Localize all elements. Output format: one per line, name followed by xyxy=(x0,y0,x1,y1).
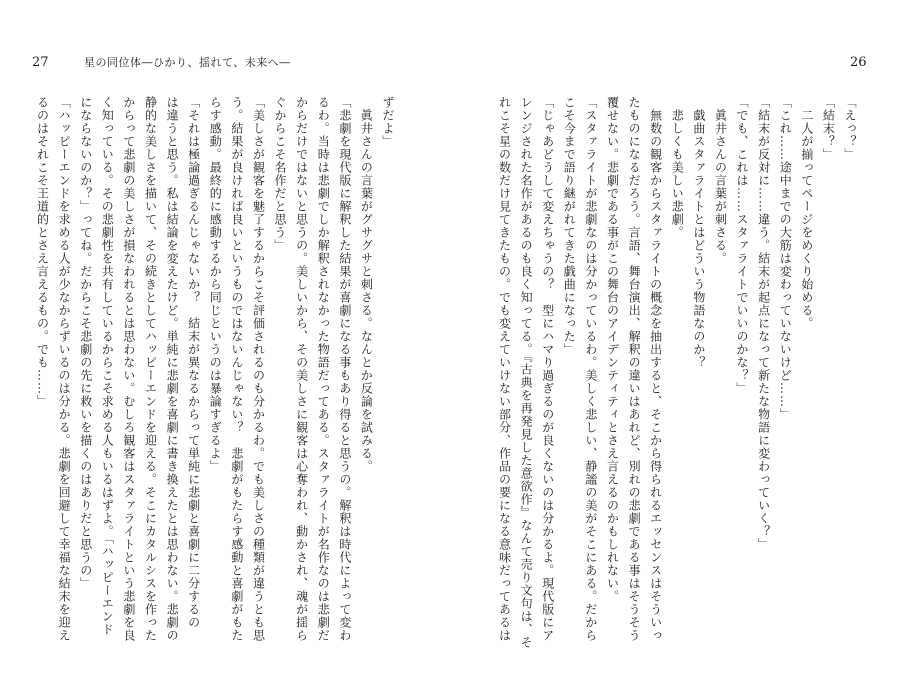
text-line: 「スタァライトが悲劇なのは分かっているわ。美しく悲しい、静謐の美がそこにある。だから xyxy=(583,96,598,642)
text-line: らす感動。最終的に感動するから同じというのは暴論すぎるよ」 xyxy=(208,96,223,473)
text-line: ぐからこそ名作だと思う」 xyxy=(273,96,288,252)
text-line: るわ。当時は悲劇でしか解釈されなかった物語だってある。スタァライトが名作なのは悲劇だ xyxy=(316,96,331,642)
text-line: 二人が揃ってページをめくり始める。 xyxy=(799,96,814,330)
text-line: ずだよ」 xyxy=(381,96,395,148)
running-header: 星の同位体―ひかり、揺れて、未来へ― xyxy=(84,56,291,69)
left-page-body xyxy=(32,96,398,656)
text-line: たものになるだろう。言語、舞台演出、解釈の違いはあれど、別れの悲劇である事はそうそう xyxy=(627,96,642,642)
text-line: 眞井さんの言葉がグサグサと刺さる。なんとか反論を試みる。 xyxy=(359,96,374,473)
text-line: 無数の観客からスタァライトの概念を抽出すると、そこから得られるエッセンスはそういっ xyxy=(648,96,663,642)
text-line: 悲しくも美しい悲劇。 xyxy=(670,96,685,239)
text-line: 眞井さんの言葉が刺さる。 xyxy=(713,96,728,265)
right-page-number: 26 xyxy=(850,55,867,70)
text-line: 静的な美しさを描いて、その続きとしてハッピーエンドを迎える。そこにカタルシスを作った xyxy=(143,96,158,642)
text-line: からって悲劇の美しさが損なわれるとは思わない。むしろ観客はスタァライトという悲劇を良 xyxy=(121,96,136,642)
text-line: からだけではないと思うの。美しいから、その美しさに観客は心奪われ、動かされ、魂が揺ら xyxy=(294,96,309,642)
text-line: レンジされた名作があるのも良く知ってる。『古典を再発見した意欲作』なんて売り文句は、そ xyxy=(519,96,534,649)
text-line: 戯曲スタァライトとはどういう物語なのか？ xyxy=(691,96,706,369)
text-line: るのはそれこそ王道的とさえ言えるもの。でも……」 xyxy=(35,96,50,408)
text-line: う。結果が良ければ良いというものではないんじゃない？ 悲劇がもたらす感動と喜劇がもた xyxy=(229,96,244,642)
text-line: 「ハッピーエンドを求める人が少なからずいるのは分かる。悲劇を回避して幸福な結末を迎え xyxy=(57,96,72,642)
text-line: 「美しさが観客を魅了するからこそ評価されるのも分かるわ。でも美しさの種類が違うとも思 xyxy=(251,96,266,642)
text-line: 「結末？」 xyxy=(821,96,836,161)
text-line: 「それは極論過ぎるんじゃないか？ 結末が異なるからって単純に悲劇と喜劇に二分するの xyxy=(186,96,201,629)
text-line: 覆せない。悲劇である事がこの舞台のアイデンティティとさえ言えるのかもしれない。 xyxy=(605,96,620,603)
text-line: く知っている。その悲劇性を共有しているからこそ求める人もいるはずよ。「ハッピーエンド xyxy=(100,96,115,636)
left-page-number: 27 xyxy=(32,55,49,70)
text-line: にならないのか？」ってね。だからこそ悲劇の先に救いを描くのはありだと思うの」 xyxy=(78,96,93,590)
text-line: 「じゃあどうして変えちゃうの？ 型にハマり過ぎるのが良くないのは分かるよ。現代版にア xyxy=(540,96,555,642)
right-page-body xyxy=(455,96,860,656)
text-line: 「でも、これは……スタァライトでいいのかな？」 xyxy=(735,96,750,395)
text-line: は違うと思う。私は結論を変えたけど。単純に悲劇を喜劇に書き換えたとは思わない。悲劇の xyxy=(165,96,180,642)
text-line: 「これ……途中までの大筋は変わっていないけど……」 xyxy=(778,96,793,421)
text-line: 「結末が反対に……違う。結末が起点になって新たな物語に変わっていく？」 xyxy=(756,96,771,551)
text-line: 「悲劇を現代版に解釈した結果が喜劇になる事もあり得ると思うの。解釈は時代によって変わ xyxy=(337,96,352,642)
text-line: 「えっ？」 xyxy=(843,96,857,161)
text-line: れこそ星の数だけ見てきたもの。でも変えていけない部分、作品の要になる意味だってあるは xyxy=(497,96,512,642)
text-line: こそ今まで語り継がれてきた戯曲になった」 xyxy=(562,96,577,356)
